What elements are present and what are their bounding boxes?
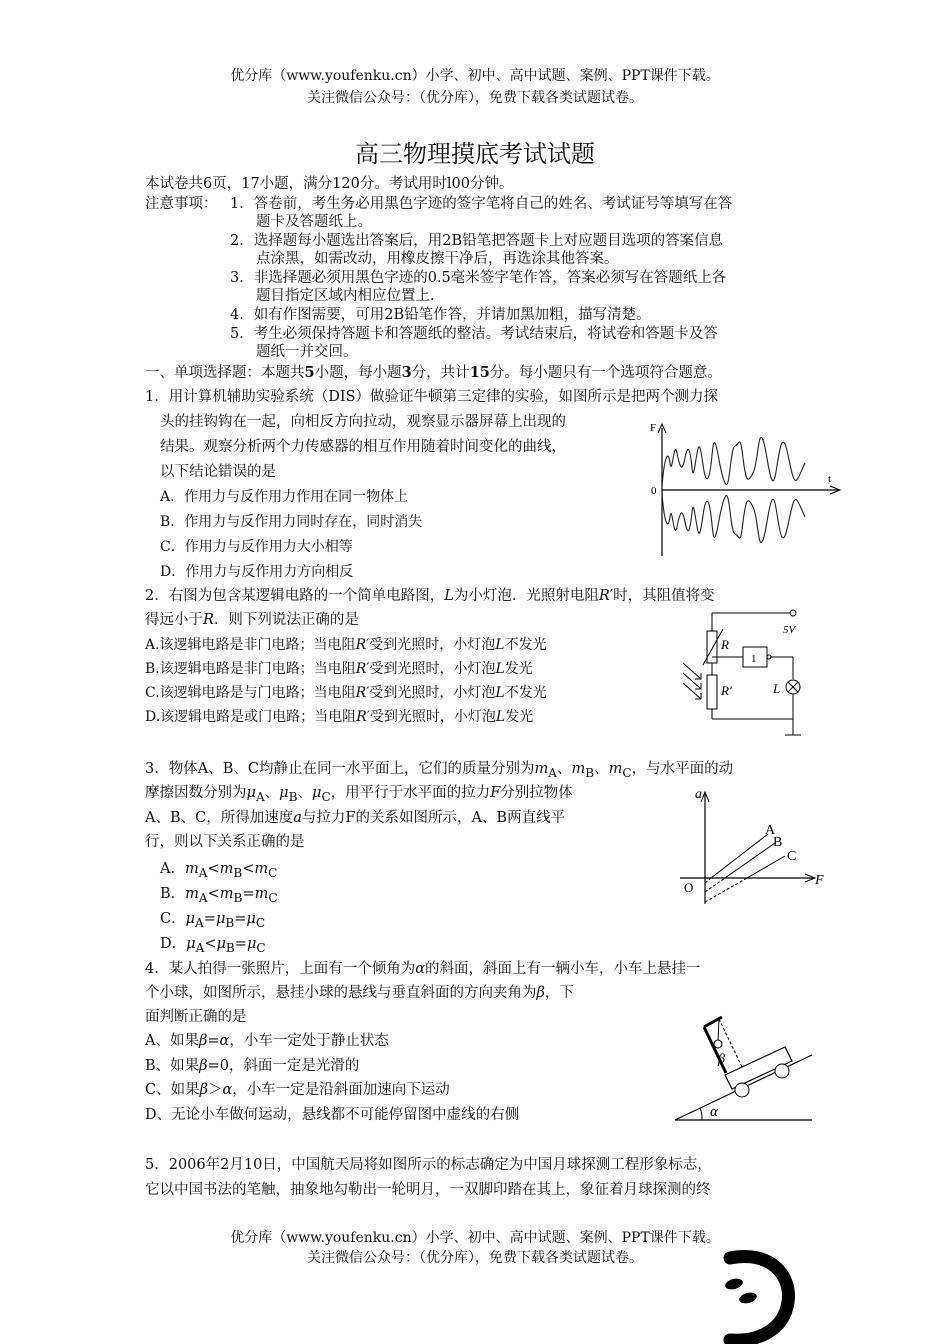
q2-light-ray: [683, 683, 701, 699]
q4-beta-label: β: [718, 1052, 725, 1067]
q1-line-3: 结果。观察分析两个力传感器的相互作用随着时间变化的曲线，: [160, 439, 566, 455]
q2-resistor-r-arrow: [703, 629, 723, 665]
q2-circuit-figure: [675, 605, 825, 745]
q4-line-1: 4．某人拍得一张照片，上面有一个倾角为α的斜面，斜面上有一辆小车，小车上悬挂一: [145, 961, 701, 977]
q2-photoresistor: [707, 675, 717, 709]
footer-line-2: 关注微信公众号：（优分库），免费下载各类试题试卷。: [307, 1250, 643, 1266]
footprint: [738, 1291, 758, 1305]
q2-option-b: B.该逻辑电路是非门电路；当电阻R′受到光照时，小灯泡L发光: [145, 661, 533, 677]
q1-option-b: B．作用力与反作用力同时存在，同时消失: [160, 514, 423, 530]
q4-option-b: B、如果β=0，斜面一定是光滑的: [145, 1058, 360, 1074]
header-line-2: 关注微信公众号：（优分库），免费下载各类试题试卷。: [307, 90, 643, 106]
intro: 本试卷共6页，17小题，满分120分。考试用时l00分钟。: [145, 176, 514, 192]
q3-option-c: C．$\mu_A=\mu_B=\mu_C$: [160, 911, 266, 930]
section-1-heading: 一、单项选择题：本题共5小题，每小题3分，共计15分。每小题只有一个选项符合题意。: [145, 364, 722, 381]
q1-line-4: 以下结论错误的是: [160, 464, 276, 480]
q5-line-2: 它以中国书法的笔触，抽象地勾勒出一轮明月，一双脚印踏在其上，象征着月球探测的终: [145, 1182, 711, 1198]
q2-line-1: 2．右图为包含某逻辑电路的一个简单电路图，L为小灯泡．光照射电阻R′时，其阻值将变: [145, 588, 715, 604]
q2-gate-label: 1: [751, 653, 757, 665]
moon-stroke: [730, 1256, 788, 1340]
q3-option-b: B．$m_A<m_B=m_C$: [160, 886, 278, 905]
q4-string: [718, 1019, 719, 1041]
q3-label-b: B: [773, 835, 783, 850]
q2-option-d: D.该逻辑电路是或门电路；当电阻R′受到光照时，小灯泡L发光: [145, 709, 534, 725]
note-2b: 点涂黑，如需改动，用橡皮擦干净后，再选涂其他答案。: [256, 251, 619, 267]
q2-option-a: A.该逻辑电路是非门电路；当电阻R′受到光照时，小灯泡L不发光: [145, 637, 547, 653]
note-1b: 题卡及答题纸上。: [256, 214, 372, 230]
q4-wheel: [735, 1083, 749, 1097]
q3-x-label: F: [815, 873, 824, 888]
q1-lower-curve: [662, 492, 805, 543]
q3-line-c: [747, 856, 785, 878]
page-title: 高三物理摸底考试试题: [355, 140, 595, 168]
q4-incline-figure: [670, 985, 820, 1125]
q1-upper-curve: [662, 437, 805, 488]
q4-angle-arc: [700, 1108, 702, 1120]
q2-photoresistor-label: R′: [721, 683, 732, 698]
q1-option-c: C．作用力与反作用力大小相等: [160, 539, 353, 555]
q3-line-a: [711, 834, 768, 878]
note-4: 4．如有作图需要，可用2B铅笔作答，并请加黑加粗，描写清楚。: [230, 307, 651, 323]
q1-y-label: F: [650, 422, 657, 434]
notes-label: 注意事项：: [145, 196, 218, 212]
q3-label-a: A: [765, 823, 776, 838]
note-5b: 题纸一并交回。: [256, 344, 358, 360]
q3-line-c-ext: [705, 878, 747, 902]
q2-lamp-label: L: [773, 681, 781, 696]
q1-line-2: 头的挂钩钩在一起，向相反方向拉动，观察显示器屏幕上出现的: [160, 414, 566, 430]
q1-x-label: t: [828, 473, 832, 485]
q4-line-3: 面判断正确的是: [145, 1009, 247, 1025]
q1-force-time-figure: [640, 418, 850, 563]
q3-label-c: C: [787, 849, 797, 864]
footprint: [724, 1277, 744, 1291]
q3-option-d: D．$\mu_A<\mu_B=\mu_C$: [160, 936, 266, 955]
q5-line-1: 5．2006年2月10日，中国航天局将如图所示的标志确定为中国月球探测工程形象标志，: [145, 1157, 712, 1173]
q2-light-ray: [683, 673, 701, 689]
q4-wheel: [775, 1064, 789, 1078]
note-3b: 题目指定区域内相应位置上.: [256, 288, 435, 304]
header-line-1: 优分库（www.youfenku.cn）小学、初中、高中试题、案例、PPT课件下载。: [230, 68, 720, 84]
q3-line-b-ext: [705, 878, 725, 892]
q2-option-c: C.该逻辑电路是与门电路；当电阻R′受到光照时，小灯泡L不发光: [145, 685, 547, 701]
moon-logo-icon: [700, 1240, 810, 1344]
note-1a: 1．答卷前，考生务必用黑色字迹的签字笔将自己的姓名、考试证号等填写在答: [230, 196, 733, 212]
q4-option-c: C、如果β＞α，小车一定是沿斜面加速向下运动: [145, 1082, 450, 1098]
note-2a: 2．选择题每小题选出答案后，用2B铅笔把答题卡上对应题目选项的答案信息: [230, 233, 724, 249]
q4-line-2: 个小球，如图所示，悬挂小球的悬线与垂直斜面的方向夹角为β，下: [145, 985, 574, 1001]
footer-line-1: 优分库（www.youfenku.cn）小学、初中、高中试题、案例、PPT课件下载。: [230, 1230, 720, 1246]
q1-line-1: 1．用计算机辅助实验系统（DIS）做验证牛顿第三定律的实验，如图所示是把两个测力探: [145, 389, 719, 405]
q3-line-3: A、B、C，所得加速度a与拉力F的关系如图所示，A、B两直线平: [145, 810, 566, 826]
q4-ball: [714, 1040, 722, 1048]
q2-light-ray: [683, 663, 701, 679]
q1-option-d: D．作用力与反作用力方向相反: [160, 564, 354, 580]
q3-line-1: 3．物体A、B、C均静止在同一水平面上，它们的质量分别为$m_A$、$m_B$、$m_C$，与水平面的动: [145, 761, 734, 780]
q2-resistor-r: [707, 631, 717, 663]
q3-line-a-ext: [705, 878, 711, 883]
q4-option-d: D、无论小车做何运动，悬线都不可能停留图中虚线的右侧: [145, 1107, 520, 1123]
note-3a: 3．非选择题必须用黑色字迹的0.5毫米签字笔作答，答案必须写在答题纸上各: [230, 270, 727, 286]
q2-gate-bubble: [767, 655, 771, 659]
q4-option-a: A、如果β=α，小车一定处于静止状态: [145, 1033, 389, 1049]
q1-option-a: A．作用力与反作用力作用在同一物体上: [160, 489, 409, 505]
q3-origin-label: O: [684, 880, 694, 895]
q1-origin-label: 0: [651, 485, 657, 497]
q3-y-label: a: [695, 787, 702, 802]
note-5a: 5．考生必须保持答题卡和答题纸的整洁。考试结束后，将试卷和答题卡及答: [230, 326, 718, 342]
q2-5v-terminal: [790, 610, 796, 616]
q3-option-a: A．$m_A<m_B<m_C$: [160, 861, 278, 880]
q3-line-4: 行，则以下关系正确的是: [145, 834, 305, 850]
q3-a-f-graph: [675, 782, 835, 912]
q2-line-2: 得远小于R．则下列说法正确的是: [145, 612, 359, 628]
q2-voltage-label: 5V: [783, 624, 796, 636]
q4-alpha-label: α: [710, 1104, 718, 1120]
q2-resistor-r-label: R: [721, 637, 729, 652]
q3-line-2: 摩擦因数分别为$\mu_A$、$\mu_B$、$\mu_C$，用平行于水平面的拉力F分别拉物体: [145, 785, 573, 804]
